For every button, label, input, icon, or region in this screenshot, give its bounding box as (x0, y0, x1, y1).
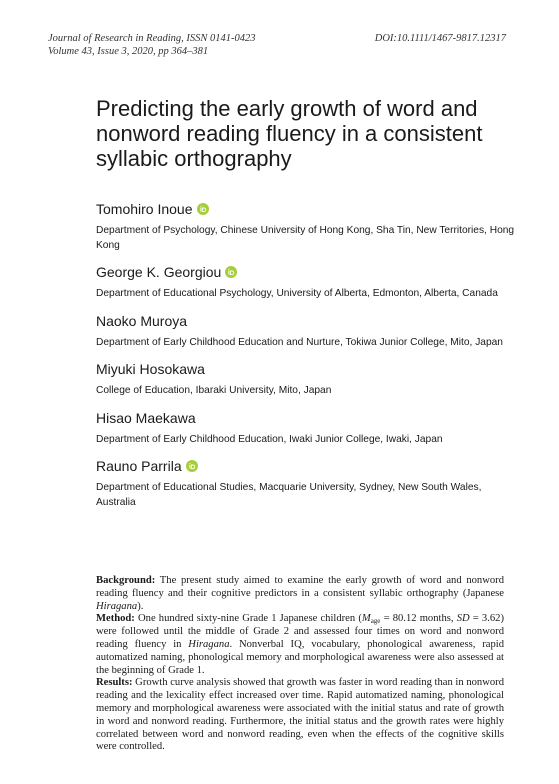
article-title: Predicting the early growth of word and nonword reading fluency in a consistent syllabic orthography (96, 96, 483, 171)
author-affiliation: Department of Psychology, Chinese University of Hong Kong, Sha Tin, New Territories, Hong Kong (96, 225, 515, 251)
journal-citation-line2: Volume 43, Issue 3, 2020, pp 364–381 (48, 46, 209, 57)
abstract-method (96, 613, 504, 677)
background-end: ). (137, 600, 144, 612)
journal-header (48, 32, 506, 58)
method-text-3: = 3.62) were followed until the middle of Grade 2 and assessed four times on word and nonword reading fluency in (96, 613, 505, 650)
author-name[interactable]: Tomohiro Inoue (96, 201, 193, 217)
method-sd-symbol: SD (456, 613, 470, 625)
doi-link[interactable]: DOI:10.1111/1467-9817.12317 (374, 33, 506, 44)
method-mean-subscript: age (370, 617, 381, 626)
author-affiliation: Department of Educational Studies, Macquarie University, Sydney, New South Wales, Australia (96, 482, 482, 508)
author-name[interactable]: George K. Georgiou (96, 264, 222, 280)
author-affiliation: Department of Early Childhood Education and Nurture, Tokiwa Junior College, Mito, Japan (96, 336, 503, 348)
author-entry (96, 409, 516, 448)
author-entry (96, 312, 516, 351)
author-name[interactable]: Rauno Parrila (96, 458, 182, 474)
author-name[interactable]: Naoko Muroya (96, 312, 188, 329)
background-label: Background: (96, 575, 156, 586)
author-name[interactable]: Miyuki Hosokawa (96, 361, 205, 377)
journal-citation-line1: Journal of Research in Reading, ISSN 0141-0423 (48, 33, 256, 44)
method-text-1: One hundred sixty-nine Grade 1 Japanese children ( (138, 613, 362, 625)
author-entry (96, 457, 516, 510)
background-text: The present study aimed to examine the early growth of word and nonword reading fluency and their cognitive predictors in a consistent syllabic orthography (Japanese (96, 575, 504, 599)
author-affiliation: Department of Early Childhood Education, Iwaki Junior College, Iwaki, Japan (96, 433, 443, 445)
author-affiliation: College of Education, Ibaraki University, Mito, Japan (96, 385, 332, 396)
author-entry (96, 360, 516, 399)
background-italic: Hiragana (96, 600, 138, 612)
results-text: Growth curve analysis showed that growth was faster in word reading than in nonword reading and the lexicality effect increased over time. Rapid automatized naming, phonological memory and morphological awareness were associated with the initial status and rate of growth in word and nonword reading. Furthermore, the initial status and the growth rates were highly correlated between word and nonword reading, even when the effects of the cognitive skills were controlled. (96, 677, 504, 753)
author-affiliation: Department of Educational Psychology, University of Alberta, Edmonton, Alberta, Canada (96, 288, 498, 299)
orcid-icon[interactable] (186, 460, 198, 472)
orcid-icon[interactable] (197, 203, 209, 215)
method-label: Method: (96, 613, 135, 625)
method-italic: Hiragana (188, 638, 230, 650)
method-text-4: . Nonverbal IQ, vocabulary, phonological awareness, rapid automatized naming, phonological memory and morphological awareness were also assessed at the beginning of Grade 1. (96, 638, 505, 676)
author-list (96, 200, 516, 520)
author-entry (96, 263, 516, 302)
author-entry (96, 200, 516, 253)
results-label: Results: (96, 677, 133, 689)
orcid-icon[interactable] (225, 266, 237, 278)
abstract-background (96, 575, 504, 613)
method-text-2: = 80.12 months, (380, 613, 457, 625)
author-name[interactable]: Hisao Maekawa (96, 409, 196, 426)
abstract (96, 575, 504, 754)
method-mean-symbol: M (361, 613, 371, 625)
abstract-results (96, 677, 504, 754)
